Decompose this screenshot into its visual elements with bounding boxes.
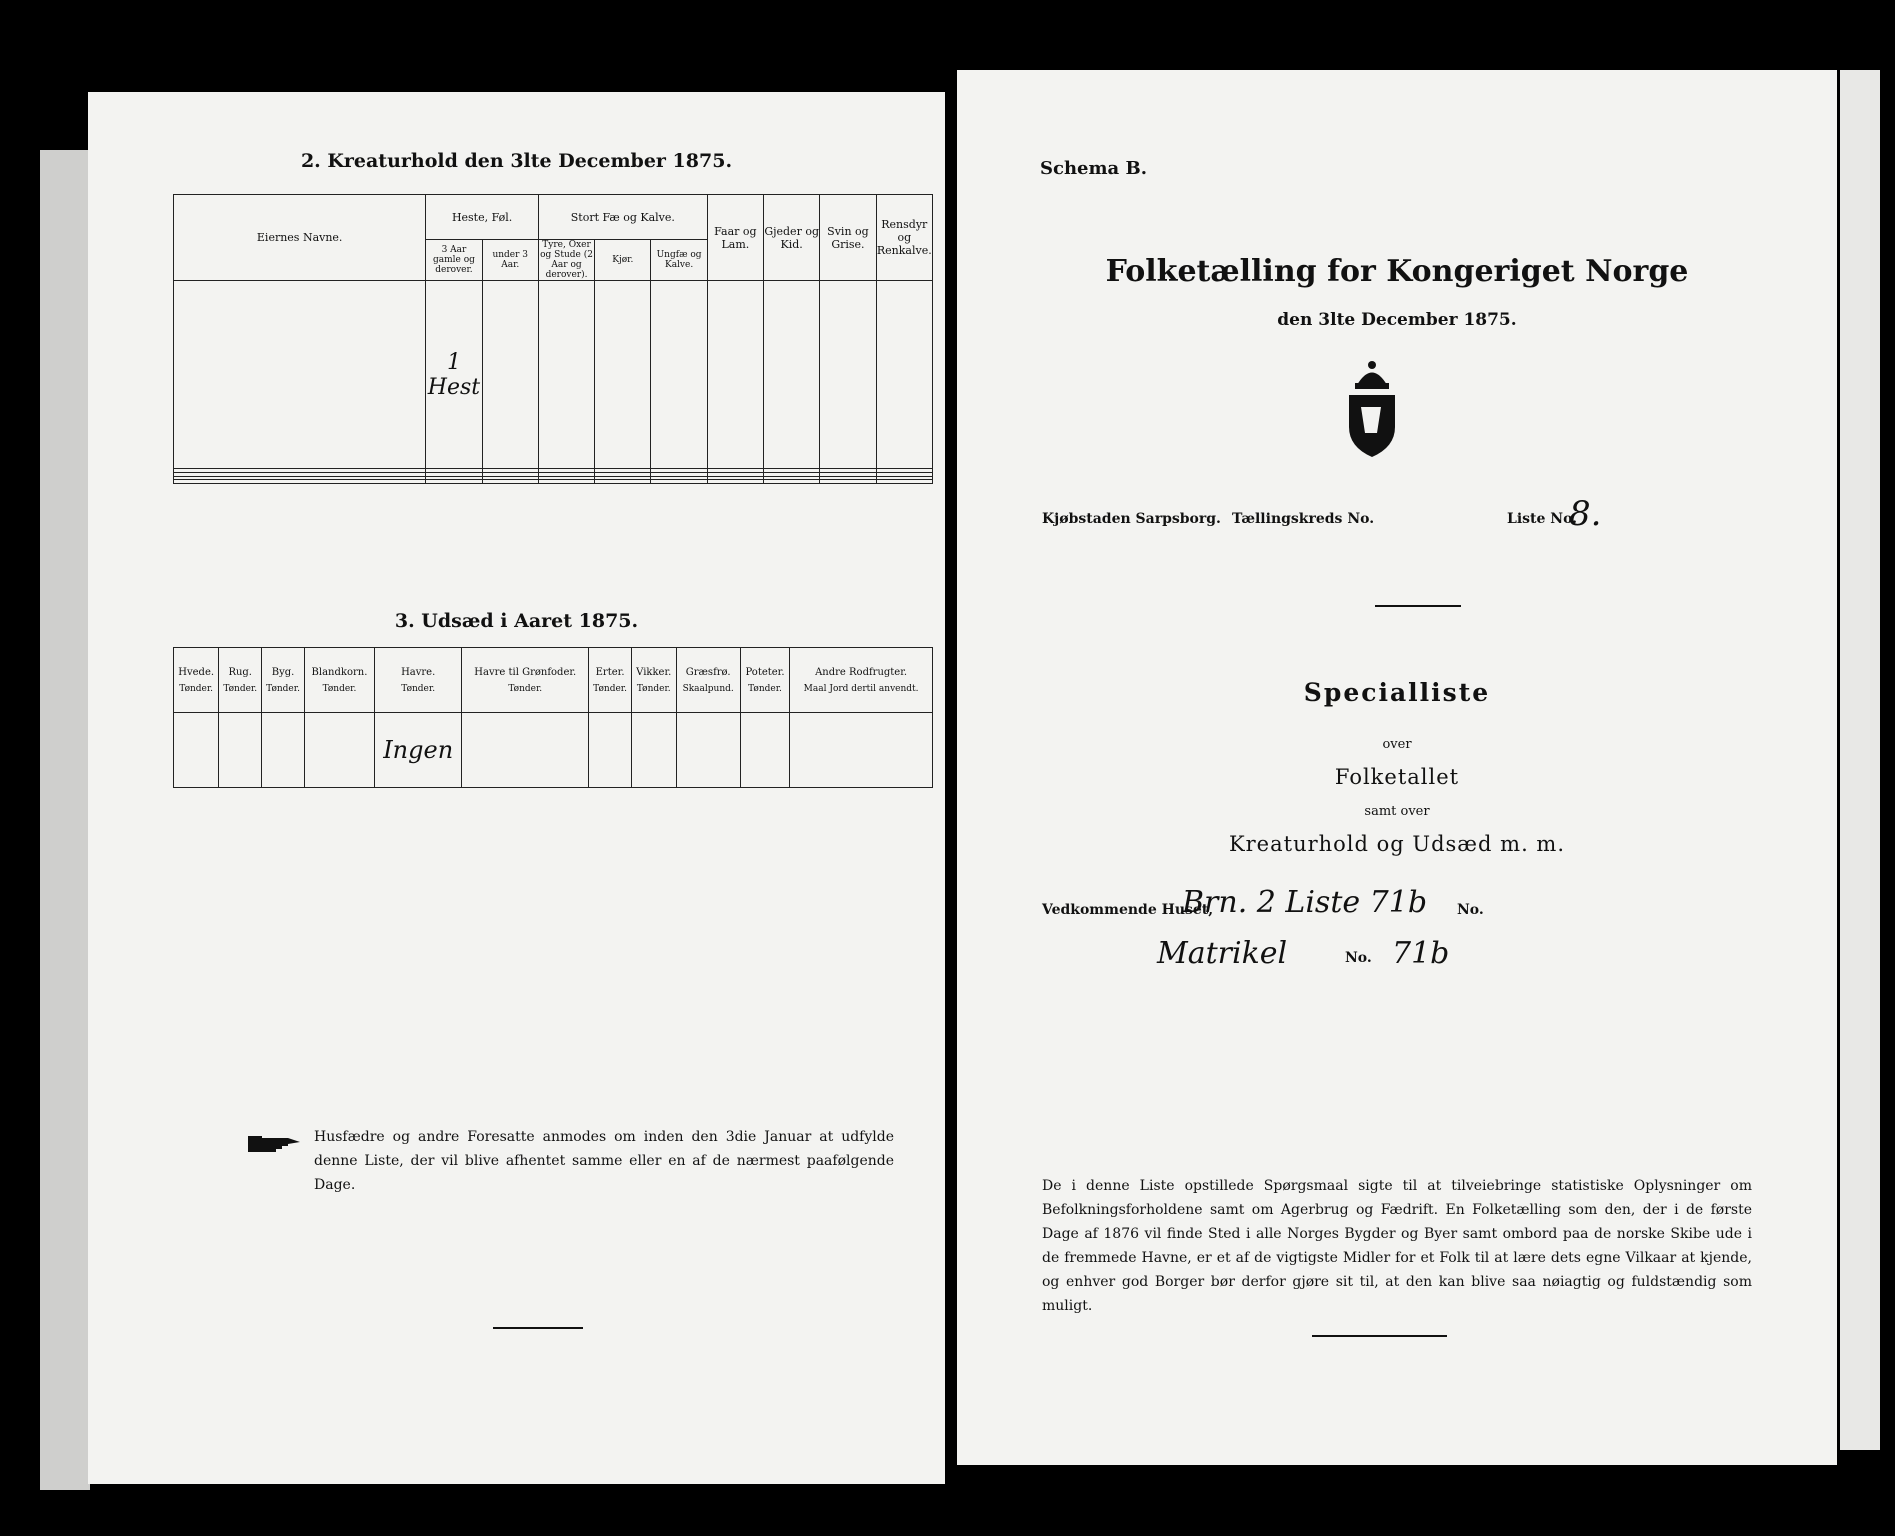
house-label: Vedkommende Huset, bbox=[1042, 902, 1214, 918]
seed-header-name: Hvede. bbox=[178, 666, 215, 678]
horses-header: Heste, Føl. bbox=[426, 195, 539, 240]
goats-header: Gjeder og Kid. bbox=[764, 195, 820, 281]
livestock-entry: 1 Hest bbox=[426, 281, 482, 469]
page-edge bbox=[1840, 70, 1880, 1450]
section2-title: 2. Kreaturhold den 3lte December 1875. bbox=[300, 150, 733, 172]
binding-strip bbox=[40, 150, 90, 1490]
seed-entry: Ingen bbox=[374, 713, 461, 788]
seed-header-unit: Maal Jord dertil anvendt. bbox=[803, 683, 919, 694]
seed-header bbox=[462, 648, 589, 713]
seed-header-name: Poteter. bbox=[745, 666, 785, 678]
seed-cell bbox=[262, 713, 305, 788]
seed-header-unit: Tønder. bbox=[266, 683, 300, 694]
house-no-label-2: No. bbox=[1345, 950, 1372, 966]
house-handwriting-1: Brn. 2 Liste 71b bbox=[1182, 885, 1428, 920]
intro-paragraph: De i denne Liste opstillede Spørgsmaal sigte til at tilveiebringe statistiske Oplysninger om Befolkningsforholdene samt om Agerbrug og Fædrift. En Folketælling som den, der i de første Dage af 1876 vil finde Sted i alle Norges Bygder og Byer samt ombord paa de norske Skibe ude i de fremmede Havne, er et af de vigtigste Midler for et Folk til at lære dets egne Vilkaar at kjende, og enhver god Borger bør derfor gjøre sit til, at den kan blive saa nøiagtig og fuldstændig som muligt. bbox=[1042, 1178, 1752, 1314]
seed-header-name: Byg. bbox=[271, 666, 295, 678]
over-label: over bbox=[1382, 737, 1412, 752]
seed-header-name: Havre. bbox=[401, 666, 436, 678]
seed-header bbox=[676, 648, 740, 713]
seed-header bbox=[631, 648, 676, 713]
cattle-sub2: Kjør. bbox=[595, 240, 651, 281]
census-district-label: Tællingskreds No. bbox=[1232, 511, 1375, 527]
seed-header bbox=[589, 648, 632, 713]
seed-header-unit: Tønder. bbox=[508, 683, 543, 694]
divider bbox=[1312, 1335, 1447, 1337]
notice-text: Husfædre og andre Foresatte anmodes om inden den 3die Januar at udfylde denne Liste, der vil blive afhentet samme eller en af de nærmest paafølgende Dage. bbox=[314, 1129, 894, 1193]
seed-cell bbox=[631, 713, 676, 788]
sheep-header: Faar og Lam. bbox=[707, 195, 763, 281]
date-line: den 3lte December 1875. bbox=[1277, 310, 1517, 330]
seed-cell bbox=[462, 713, 589, 788]
samt-over-label: samt over bbox=[1364, 804, 1430, 819]
pointing-hand-icon bbox=[248, 1132, 308, 1156]
seed-header-unit: Tønder. bbox=[179, 683, 214, 694]
house-handwriting-3: 71b bbox=[1392, 936, 1450, 971]
section3-title: 3. Udsæd i Aaret 1875. bbox=[394, 610, 639, 632]
seed-cell bbox=[174, 713, 219, 788]
seed-header-name: Havre til Grønfoder. bbox=[474, 666, 577, 678]
seed-header-unit: Tønder. bbox=[223, 683, 258, 694]
seed-header-unit: Skaalpund. bbox=[682, 683, 734, 694]
left-page bbox=[88, 92, 945, 1484]
schema-label: Schema B. bbox=[1040, 158, 1147, 179]
seed-header-name: Vikker. bbox=[636, 666, 672, 678]
pigs-header: Svin og Grise. bbox=[820, 195, 876, 281]
seed-cell bbox=[790, 713, 933, 788]
seed-cell bbox=[304, 713, 374, 788]
main-title: Folketælling for Kongeriget Norge bbox=[1105, 254, 1689, 289]
seed-table bbox=[173, 647, 933, 788]
folketallet-label: Folketallet bbox=[1334, 765, 1460, 789]
list-label: Liste No. bbox=[1507, 511, 1578, 527]
house-handwriting-2: Matrikel bbox=[1157, 936, 1288, 971]
seed-header-name: Blandkorn. bbox=[311, 666, 368, 678]
seed-header-unit: Tønder. bbox=[593, 683, 627, 694]
seed-header bbox=[790, 648, 933, 713]
special-title: Specialliste bbox=[1303, 678, 1491, 707]
owner-header: Eiernes Navne. bbox=[174, 195, 426, 281]
house-no-label-1: No. bbox=[1457, 902, 1484, 918]
horses-sub2: under 3 Aar. bbox=[482, 240, 538, 281]
seed-header-unit: Tønder. bbox=[636, 683, 671, 694]
reindeer-header: Rensdyr og Renkalve. bbox=[876, 195, 932, 281]
divider bbox=[493, 1327, 583, 1329]
seed-cell bbox=[740, 713, 789, 788]
coat-of-arms-icon bbox=[1341, 355, 1403, 459]
seed-header bbox=[174, 648, 219, 713]
kreaturhold-label: Kreaturhold og Udsæd m. m. bbox=[1228, 832, 1566, 856]
list-number: 8. bbox=[1569, 494, 1602, 534]
seed-header bbox=[304, 648, 374, 713]
livestock-table bbox=[173, 194, 933, 484]
seed-header-name: Rug. bbox=[228, 666, 252, 678]
cattle-sub3: Ungfæ og Kalve. bbox=[651, 240, 707, 281]
seed-header bbox=[740, 648, 789, 713]
cattle-header: Stort Fæ og Kalve. bbox=[538, 195, 707, 240]
seed-cell bbox=[676, 713, 740, 788]
divider bbox=[1375, 605, 1461, 607]
seed-header-unit: Tønder. bbox=[748, 683, 782, 694]
seed-header-name: Erter. bbox=[595, 666, 625, 678]
right-page bbox=[957, 70, 1837, 1465]
cattle-sub1: Tyre, Oxer og Stude (2 Aar og derover). bbox=[540, 240, 593, 280]
horses-sub1: 3 Aar gamle og derover. bbox=[426, 240, 482, 281]
seed-header bbox=[374, 648, 461, 713]
seed-cell bbox=[589, 713, 632, 788]
seed-cell bbox=[219, 713, 262, 788]
seed-header bbox=[262, 648, 305, 713]
district-label: Kjøbstaden Sarpsborg. bbox=[1042, 511, 1221, 527]
seed-header bbox=[219, 648, 262, 713]
seed-header-unit: Tønder. bbox=[322, 683, 357, 694]
seed-header-name: Græsfrø. bbox=[685, 666, 731, 678]
seed-header-name: Andre Rodfrugter. bbox=[815, 666, 908, 678]
seed-header-unit: Tønder. bbox=[401, 683, 436, 694]
